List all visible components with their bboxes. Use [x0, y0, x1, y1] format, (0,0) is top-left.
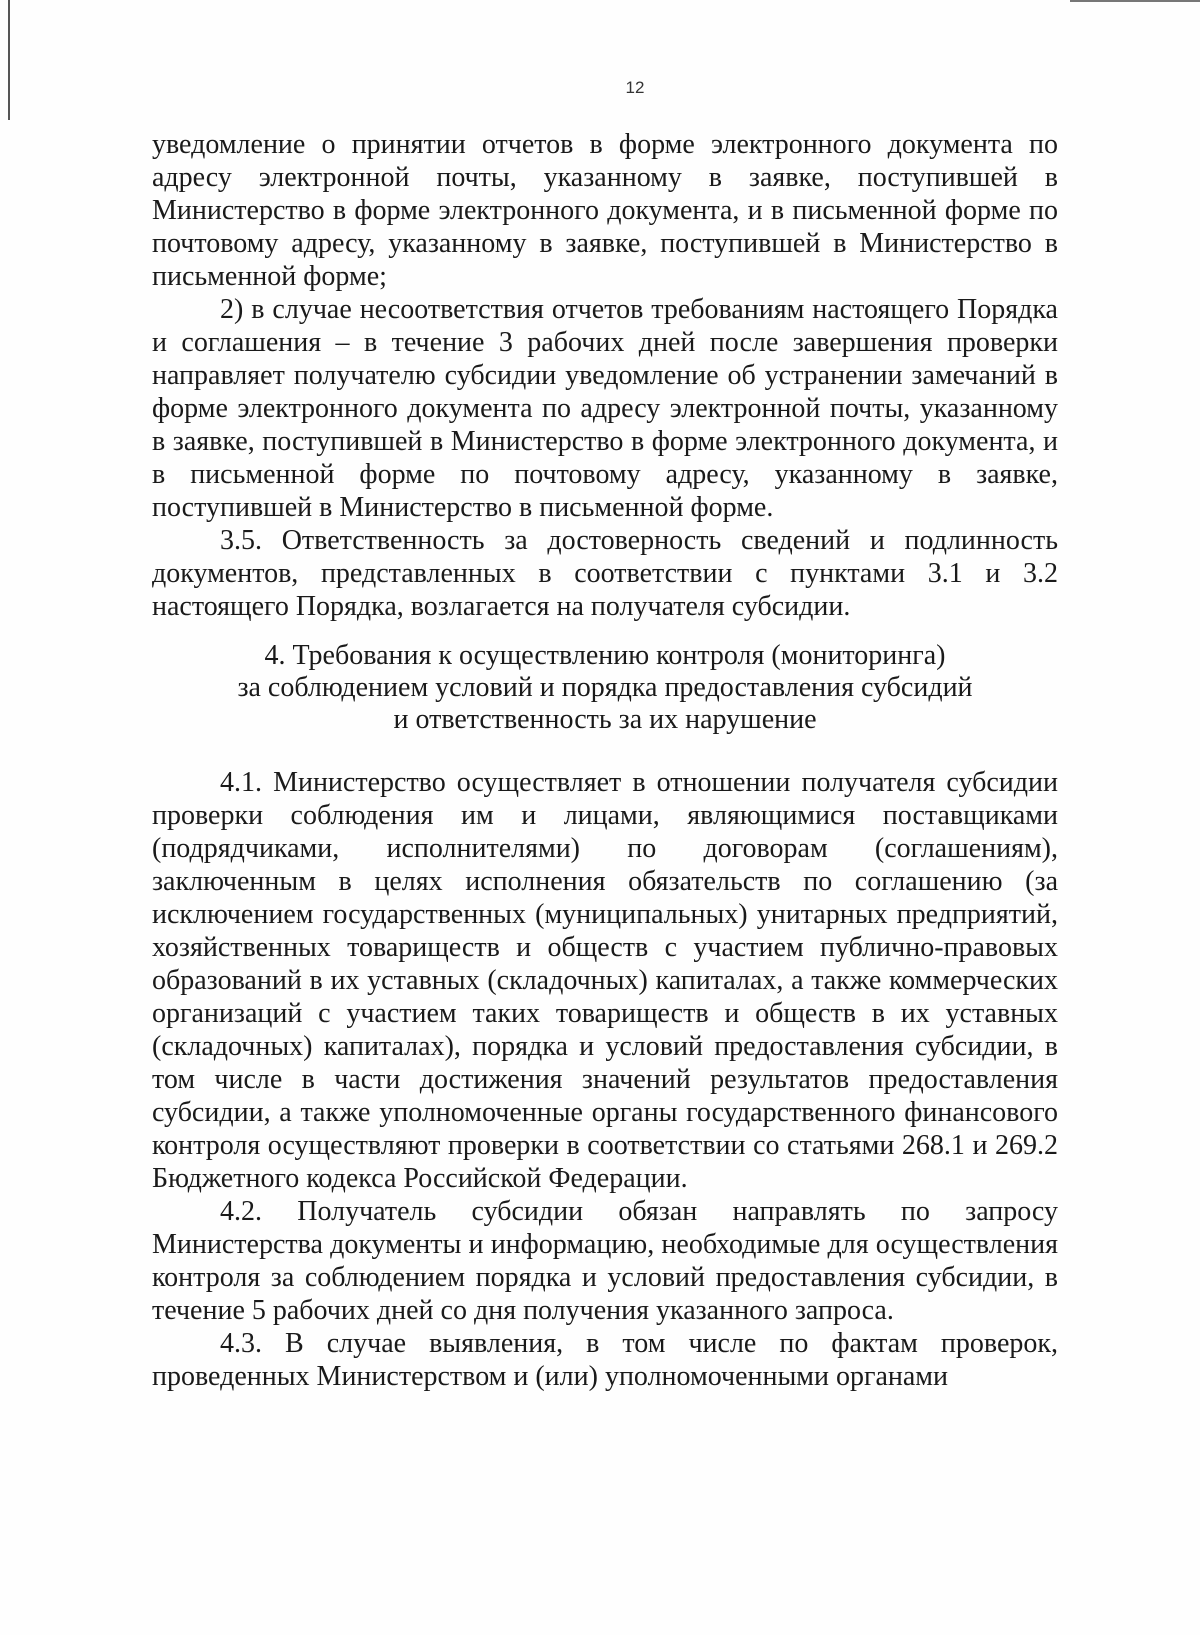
- paragraph-4-3: 4.3. В случае выявления, в том числе по фактам проверок, проведенных Министерством и (или) уполномоченными органами: [152, 1328, 1058, 1392]
- section-heading-line-2: за соблюдением условий и порядка предоставления субсидий: [237, 672, 973, 703]
- scan-edge-left: [8, 0, 10, 120]
- paragraph-3-5: 3.5. Ответственность за достоверность сведений и подлинность документов, представленных в соответствии с пунктами 3.1 и 3.2 настоящего Порядка, возлагается на получателя субсидии.: [152, 525, 1058, 622]
- paragraph-4-1: 4.1. Министерство осуществляет в отношении получателя субсидии проверки соблюдения им и лицами, являющимися поставщиками (подрядчиками, исполнителями) по договорам (соглашениям), заключенным в целях исполнения обязательств по соглашению (за исключением государственных (муниципальных) унитарных предприятий, хозяйственных товариществ и обществ с участием публично-правовых образований в их уставных (складочных) капиталах, а также коммерческих организаций с участием таких товариществ и обществ в их уставных (складочных) капиталах), порядка и условий предоставления субсидии, в том числе в части достижения значений результатов предоставления субсидии, а также уполномоченные органы государственного финансового контроля осуществляют проверки в соответствии со статьями 268.1 и 269.2 Бюджетного кодекса Российской Федерации.: [152, 767, 1058, 1194]
- paragraphs-bottom: [152, 766, 1058, 1393]
- scan-edge-right: [1070, 0, 1200, 2]
- section-heading-line-1: 4. Требования к осуществлению контроля (мониторинга): [264, 640, 946, 671]
- page-number: 12: [625, 78, 645, 97]
- paragraph-continued: уведомление о принятии отчетов в форме электронного документа по адресу электронной почты, указанному в заявке, поступившей в Министерство в форме электронного документа, и в письменной форме по почтовому адресу, указанному в заявке, поступившей в Министерство в письменной форме;: [152, 129, 1058, 292]
- paragraph-4-2: 4.2. Получатель субсидии обязан направлять по запросу Министерства документы и информацию, необходимые для осуществления контроля за соблюдением порядка и условий предоставления субсидии, в течение 5 рабочих дней со дня получения указанного запроса.: [152, 1196, 1058, 1326]
- paragraph-item-2: 2) в случае несоответствия отчетов требованиям настоящего Порядка и соглашения – в течение 3 рабочих дней после завершения проверки направляет получателю субсидии уведомление об устранении замечаний в форме электронного документа по адресу электронной почты, указанному в заявке, поступившей в Министерство в форме электронного документа, и в письменной форме по почтовому адресу, указанному в заявке, поступившей в Министерство в письменной форме.: [152, 294, 1058, 523]
- section-heading-line-3: и ответственность за их нарушение: [393, 704, 817, 735]
- section-heading: [152, 640, 1058, 736]
- paragraphs-top: [152, 128, 1058, 623]
